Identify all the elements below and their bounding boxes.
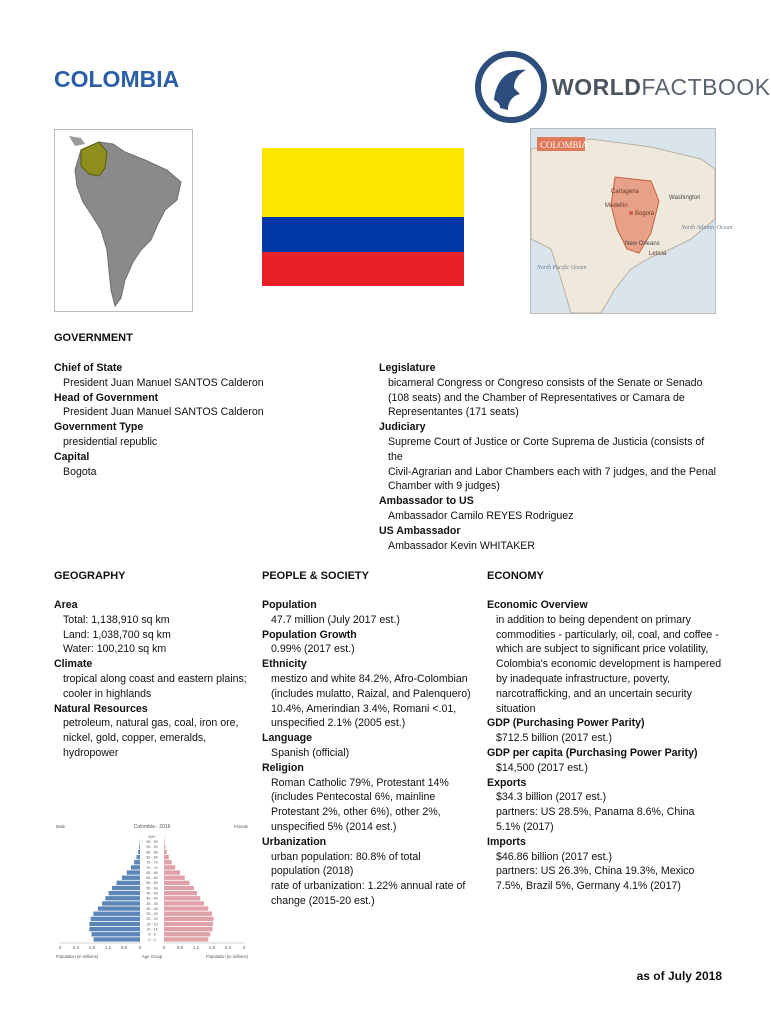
x-tick-left: 0: [138, 945, 142, 950]
field-value: in addition to being dependent on primary: [496, 613, 691, 626]
field-value: Protestant 2%, other 6%), other 2%,: [271, 806, 441, 819]
female-bar: [164, 896, 200, 900]
field-value: nickel, gold, copper, emeralds,: [63, 732, 207, 745]
field-value: mestizo and white 84.2%, Afro-Colombian: [271, 672, 468, 685]
field-label: Capital: [54, 450, 90, 463]
field-value: presidential republic: [63, 435, 158, 448]
economy-column: [487, 598, 722, 894]
logo-word-light: FACTBOOK: [641, 74, 771, 100]
field-value: Civil-Agrarian and Labor Chambers each with 7 judges, and the Penal: [388, 465, 717, 478]
people-heading: PEOPLE & SOCIETY: [262, 570, 369, 582]
x-tick-right: 0.6: [177, 945, 183, 950]
field-label: Language: [262, 732, 313, 745]
female-bar: [164, 860, 172, 864]
female-bar: [164, 891, 197, 895]
field-label: US Ambassador: [379, 524, 461, 537]
x-tick-left: 3: [58, 945, 62, 950]
place-medellin: Medellín: [605, 203, 628, 209]
age-group-label: 35 - 39: [146, 901, 158, 906]
field-value: Ambassador Kevin WHITAKER: [388, 539, 535, 552]
field-value: unspecified 5% (2014 est.): [271, 820, 397, 833]
field-value: petroleum, natural gas, coal, iron ore,: [63, 717, 239, 730]
female-bar: [164, 840, 165, 844]
field-label: Area: [54, 599, 78, 611]
colombia-flag: [262, 148, 464, 286]
field-value: cooler in highlands: [63, 687, 152, 700]
female-bar: [164, 937, 208, 941]
field-value: 10.4%, Amerindian 3.4%, Romani <.01,: [271, 702, 457, 715]
field-value: commodities - particularly, oil, coal, and coffee -: [496, 628, 719, 641]
geography-heading: GEOGRAPHY: [54, 570, 126, 582]
age-group-label: 40 - 44: [146, 896, 158, 901]
male-bar: [91, 917, 140, 921]
x-axis-label-center: Age Group: [141, 954, 163, 959]
field-value: narcotrafficking, and an uncertain security: [496, 687, 692, 700]
female-bar: [164, 865, 175, 869]
female-label: Female: [234, 824, 248, 829]
south-america-map: [54, 129, 193, 312]
field-value: Total: 1,138,910 sq km: [63, 613, 170, 626]
age-group-label: 5 - 9: [148, 932, 156, 937]
x-tick-left: 2.4: [73, 945, 79, 950]
x-axis-label-right: Population (in millions): [205, 954, 248, 959]
age-group-label: 25 - 29: [146, 912, 158, 917]
field-label: Legislature: [379, 362, 436, 374]
field-value: Land: 1,038,700 sq km: [63, 628, 171, 641]
locator-map: [530, 128, 733, 314]
age-group-label: 95 - 99: [146, 840, 158, 845]
field-value: 7.5%, Brazil 5%, Germany 4.1% (2017): [496, 880, 681, 893]
female-bar: [164, 886, 194, 890]
field-label: Population: [262, 599, 317, 611]
age-group-label: 65 - 69: [146, 870, 158, 875]
female-bar: [164, 932, 210, 936]
female-bar: [164, 870, 180, 874]
field-label: Climate: [54, 658, 93, 671]
male-bar: [139, 845, 140, 849]
male-bar: [89, 927, 140, 931]
field-label: Judiciary: [379, 421, 426, 434]
field-value: unspecified 2.1% (2005 est.): [271, 717, 406, 730]
economy-heading: ECONOMY: [487, 570, 544, 582]
x-axis-label-left: Population (in millions): [56, 954, 99, 959]
field-value: 0.99% (2017 est.): [271, 643, 355, 656]
female-bar: [164, 917, 214, 921]
male-bar: [138, 850, 140, 854]
female-bar: [164, 901, 204, 905]
field-value: $712.5 billion (2017 est.): [496, 732, 613, 745]
place-washington: Washington: [669, 195, 701, 201]
as-of-date: as of July 2018: [636, 969, 722, 983]
male-bar: [137, 855, 140, 859]
male-bar: [105, 896, 140, 900]
x-tick-left: 0.6: [121, 945, 127, 950]
field-value: (108 seats) and the Chamber of Representatives or Camara de: [388, 391, 685, 404]
age-group-label: 60 - 64: [146, 876, 158, 881]
male-bar: [112, 886, 140, 890]
place-new-orleans: New Orleans: [625, 241, 660, 247]
government-right-column: [379, 361, 719, 553]
age-group-label: 0 - 4: [148, 937, 156, 942]
field-value: by inadequate infrastructure, poverty,: [496, 672, 671, 685]
male-bar: [102, 901, 140, 905]
female-bar: [164, 876, 185, 880]
female-bar: [164, 845, 165, 849]
female-bar: [164, 922, 213, 926]
x-tick-right: 0: [162, 945, 166, 950]
age-group-label: 50 - 54: [146, 886, 158, 891]
field-label: Imports: [487, 835, 526, 848]
ocean-pacific: North Pacific Ocean: [537, 265, 587, 271]
field-label: Population Growth: [262, 628, 357, 641]
x-tick-left: 1.2: [105, 945, 111, 950]
male-bar: [91, 932, 140, 936]
field-label: Urbanization: [262, 835, 327, 848]
flag-red-band: [262, 252, 464, 286]
field-value: hydropower: [63, 746, 119, 759]
field-value: Colombia's economic development is hampered: [496, 658, 722, 671]
field-value: Water: 100,210 sq km: [63, 643, 167, 656]
field-value: rate of urbanization: 1.22% annual rate of: [271, 880, 466, 893]
male-bar: [93, 912, 140, 916]
field-value: $46.86 billion (2017 est.): [496, 850, 613, 863]
field-label: Economic Overview: [487, 599, 588, 611]
age-group-label: 75 - 79: [146, 860, 158, 865]
male-bar: [127, 870, 140, 874]
female-bar: [164, 850, 167, 854]
field-value: (includes Pentecostal 6%, mainline: [271, 791, 436, 804]
field-value: tropical along coast and eastern plains;: [63, 672, 247, 685]
place-bogota: Bogotá: [635, 211, 655, 217]
field-label: Chief of State: [54, 362, 123, 374]
x-tick-left: 1.8: [89, 945, 95, 950]
field-value: Chamber with 9 judges): [388, 480, 500, 493]
male-bar: [117, 881, 140, 885]
field-value: 47.7 million (July 2017 est.): [271, 613, 400, 626]
eagle-emblem-icon: [474, 50, 548, 124]
field-label: Exports: [487, 776, 527, 789]
age-group-label: 55 - 59: [146, 881, 158, 886]
field-label: GDP (Purchasing Power Parity): [487, 717, 645, 730]
male-bar: [122, 876, 140, 880]
female-bar: [164, 906, 208, 910]
page-title: COLOMBIA: [54, 66, 180, 92]
field-value: partners: US 28.5%, Panama 8.6%, China: [496, 806, 695, 819]
field-label: Head of Government: [54, 391, 159, 404]
age-group-label: 20 - 24: [146, 917, 158, 922]
geography-column: [54, 598, 254, 761]
x-tick-right: 2.4: [225, 945, 231, 950]
field-value: $34.3 billion (2017 est.): [496, 791, 607, 804]
field-value: population (2018): [271, 865, 354, 878]
field-value: $14,500 (2017 est.): [496, 761, 588, 774]
field-value: which are subject to significant price volatility,: [496, 643, 709, 656]
field-value: situation: [496, 702, 536, 715]
field-value: 5.1% (2017): [496, 820, 554, 833]
field-value: bicameral Congress or Congreso consists of the Senate or Senado: [388, 376, 703, 389]
age-group-label: 90 - 94: [146, 845, 158, 850]
age-group-label: 15 - 19: [146, 922, 158, 927]
field-label: GDP per capita (Purchasing Power Parity): [487, 746, 698, 759]
field-value: change (2015-20 est.): [271, 894, 375, 907]
male-bar: [131, 865, 140, 869]
ocean-atlantic: North Atlantic Ocean: [681, 225, 733, 231]
place-leticia: Leticia: [649, 251, 667, 257]
male-bar: [109, 891, 140, 895]
field-value: Supreme Court of Justice or Corte Suprema de Justicia (consists of the: [388, 435, 705, 463]
male-bar: [98, 906, 140, 910]
locator-label: COLOMBIA: [540, 140, 589, 150]
field-value: urban population: 80.8% of total: [271, 850, 421, 863]
field-label: Religion: [262, 761, 304, 774]
age-group-label: 30 - 34: [146, 906, 158, 911]
field-label: Ambassador to US: [379, 495, 474, 508]
age-group-label: 85 - 89: [146, 850, 158, 855]
field-value: Bogota: [63, 465, 97, 478]
field-label: Ethnicity: [262, 658, 307, 671]
field-value: Spanish (official): [271, 746, 350, 759]
age-group-label: 80 - 84: [146, 855, 158, 860]
field-value: Roman Catholic 79%, Protestant 14%: [271, 776, 449, 789]
field-label: Government Type: [54, 421, 144, 434]
female-bar: [164, 912, 212, 916]
logo-word-bold: WORLD: [552, 74, 642, 100]
female-bar: [164, 855, 169, 859]
age-group-label: 10 - 14: [146, 927, 158, 932]
field-value: Representantes (171 seats): [388, 406, 519, 419]
male-label: Male: [56, 824, 66, 829]
field-value: Ambassador Camilo REYES Rodriguez: [388, 509, 574, 522]
field-value: (includes mulatto, Raizal, and Palenquero): [271, 687, 471, 700]
x-tick-right: 3: [242, 945, 246, 950]
people-column: [262, 598, 477, 909]
flag-yellow-band: [262, 148, 464, 217]
place-cartagena: Cartagena: [611, 189, 640, 195]
chart-title: Colombia - 2016: [133, 824, 171, 830]
x-tick-right: 1.2: [193, 945, 199, 950]
field-value: President Juan Manuel SANTOS Calderon: [63, 406, 264, 419]
government-heading: GOVERNMENT: [54, 332, 133, 344]
government-left-column: [54, 361, 354, 479]
x-tick-right: 1.8: [209, 945, 215, 950]
male-bar: [89, 922, 140, 926]
field-value: partners: US 26.3%, China 19.3%, Mexico: [496, 865, 695, 878]
age-group-label: 100+: [147, 834, 157, 839]
field-value: President Juan Manuel SANTOS Calderon: [63, 376, 264, 389]
flag-blue-band: [262, 217, 464, 252]
male-bar: [94, 937, 140, 941]
age-group-label: 70 - 74: [146, 865, 158, 870]
age-group-label: 45 - 49: [146, 891, 158, 896]
worldfactbook-logo: [474, 50, 771, 124]
field-label: Natural Resources: [54, 702, 148, 715]
male-bar: [134, 860, 140, 864]
population-pyramid: [54, 822, 250, 962]
female-bar: [164, 927, 213, 931]
female-bar: [164, 881, 190, 885]
